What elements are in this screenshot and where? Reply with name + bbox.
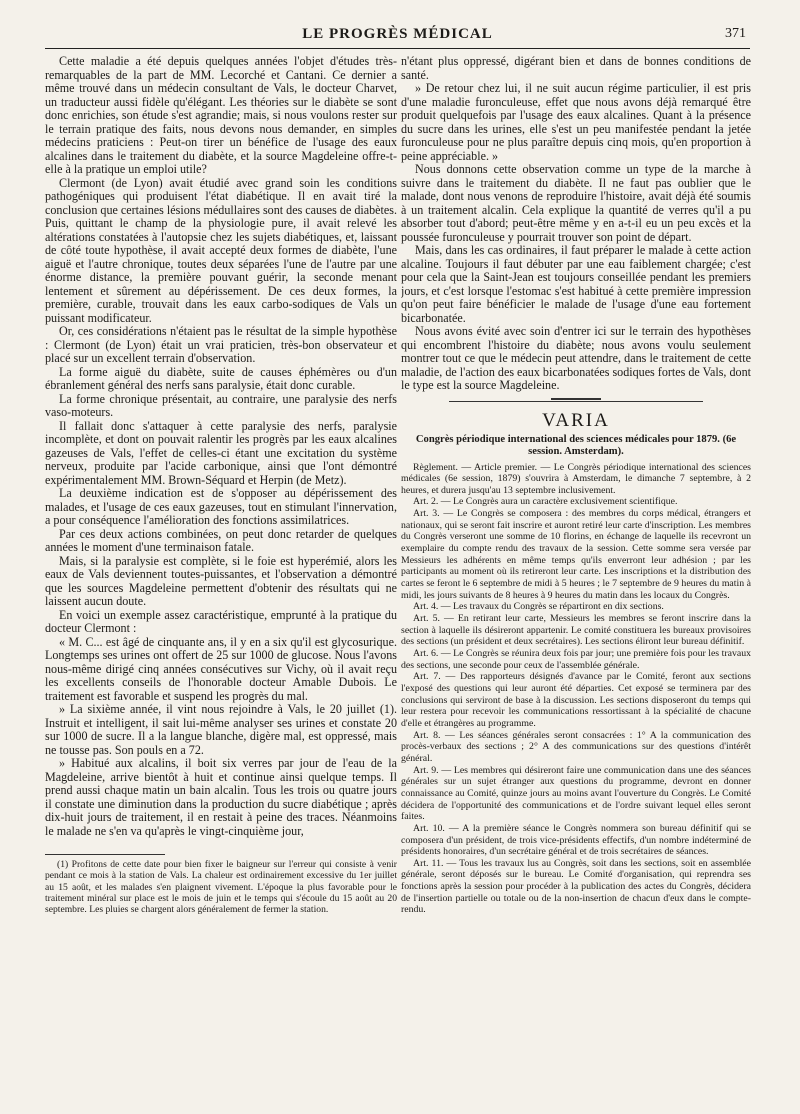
regulation-article: Art. 5. — En retirant leur carte, Messieurs les membres se feront inscrire dans la section à laquelle ils désireront appartenir. Le comité constituera les bureaux provisoires des sections (un président et deux secrétaires). Les sections éliront leur bureau définitif. xyxy=(401,613,751,648)
footnote-rule xyxy=(45,854,165,855)
paragraph: Nous avons évité avec soin d'entrer ici sur le terrain des hypothèses qui encombrent l'histoire du diabète; nous avons voulu seulement montrer tout ce que le médecin peut attendre, dans le traitement de cette maladie, de l'action des eaux bicarbonatées sodiques fortes de Vals, dont le type est la source Magdeleine. xyxy=(401,324,751,392)
left-column xyxy=(45,55,397,1095)
regulation-list xyxy=(401,462,751,917)
paragraph: « M. C... est âgé de cinquante ans, il y en a six qu'il est glycosurique. Longtemps ses urines ont offert de 25 sur 1000 de glucose. Nous l'avons nous-même dirigé cinq années consécutives sur Vichy, où il avait reçu les excellents conseils de l'honorable docteur Amable Dubois. Le traitement est favorable et suspend les progrès du mal. xyxy=(45,634,397,703)
regulation-article: Règlement. — Article premier. — Le Congrès périodique international des sciences médicales (6e session, 1879) s'ouvrira à Amsterdam, le dimanche 7 septembre, à 2 heures, et durera jusqu'au 13 septembre inclusivement. xyxy=(401,461,751,496)
paragraph: Mais, si la paralysie est complète, si le foie est hyperémié, alors les eaux de Vals deviennent toutes-puissantes, et l'observation a démontré que les sources Magdeleine permettent d'obtenir des résultats qui ne laissent aucun doute. xyxy=(45,553,397,608)
regulation-article: Art. 10. — A la première séance le Congrès nommera son bureau définitif qui se composera d'un président, de trois vice-présidents effectifs, d'un nombre indéterminé de présidents honoraires, d'un secrétaire général et de trois secrétaires de séances. xyxy=(401,822,751,858)
paragraph: Nous donnons cette observation comme un type de la marche à suivre dans le traitement du diabète. Il ne faut pas oublier que le malade, dont nous venons de reproduire l'histoire, avait déjà été soumis à un traitement alcalin. Cela explique la quantité de verres qu'il a pu absorber tout d'abord; peut-être même y en a-t-il eu un peu excès et la poussée furonculeuse y pourrait trouver son point de départ. xyxy=(401,162,751,244)
regulation-article: Art. 11. — Tous les travaux lus au Congrès, soit dans les sections, soit en assemblée générale, seront déposés sur le bureau. Le Comité d'organisation, qui reprendra ses fonctions après la session pour procéder à la publication des actes du Congrès, décidera de l'insertion partielle ou totale ou de la non-insertion de chacun d'eux dans le compte-rendu. xyxy=(401,857,751,916)
footnote-text: (1) Profitons de cette date pour bien fixer le baigneur sur l'erreur qui consiste à venir pendant ce mois à la station de Vals. La chaleur est ordinairement excessive du 1er juillet au 15 août, et les malades s'en plaignent vivement. L'époque la plus favorable pour le traitement minéral sur place est le mois de juin et le temps qui s'écoule du 15 août au 20 septembre. Les pluies se chargent alors généralement de fermer la station. xyxy=(45,859,397,916)
paragraph: En voici un exemple assez caractéristique, emprunté à la pratique du docteur Clermont : xyxy=(45,607,397,635)
paragraph: Il fallait donc s'attaquer à cette paralysie des nerfs, paralysie incomplète, et dont on pouvait ralentir les progrès par les eaux alcalines gazeuses de Vals, l'effet de celles-ci étant une excitation du système nerveux, produite par l'acide carbonique, ainsi que l'ont démontré expérimentalement MM. Brown-Séquard et Herpin (de Metz). xyxy=(45,418,397,487)
paragraph: » De retour chez lui, il ne suit aucun régime particulier, il est pris d'une maladie furonculeuse, effet que nous avons déjà remarqué être produit quelquefois par l'usage des eaux alcalines. Quant à la présence du sucre dans les urines, elle s'est un peu manifestée pendant la jetée furonculeuse pour ne plus paraître depuis cinq mois, qu'en proportion à peine appréciable. » xyxy=(401,81,751,163)
section-subtitle: Congrès périodique international des sciences médicales pour 1879. (6e session. Amsterdam). xyxy=(415,433,737,457)
running-header xyxy=(45,24,750,49)
paragraph: Par ces deux actions combinées, on peut donc retarder de quelques années le moment d'une terminaison fatale. xyxy=(45,526,397,554)
regulation-article: Art. 7. — Des rapporteurs désignés d'avance par le Comité, feront aux sections l'exposé des questions qui leur auront été départies. Cet exposé se terminera par des conclusions qui serviront de base à la discussion. Les sections disposeront du temps qui leur restera pour recevoir les communications ressortissant à la spécialité de chacune d'elle et étrangères au programme. xyxy=(401,671,751,729)
paragraph: Cette maladie a été depuis quelques années l'objet d'études très-remarquables de la part de MM. Lecorché et Cantani. Ce dernier a même trouvé dans un médecin consultant de Vals, le docteur Charvet, un traducteur aussi fidèle qu'élégant. Les théories sur le diabète se sont donc enrichies, son étude s'est agrandie; mais, si nous voulons rester sur le terrain pratique des faits, nous devons nous demander, en simples médecins praticiens : Peut-on tirer un bénéfice de l'usage des eaux alcalines dans le traitement du diabète, et la source Magdeleine offre-t-elle à la pratique un emploi utile? xyxy=(45,55,397,176)
regulation-article: Art. 9. — Les membres qui désireront faire une communication dans une des séances générales sur un sujet étranger aux questions du programme, devront en donner connaissance au Comité, quinze jours au moins avant l'ouverture du Congrès. Le Comité décidera de l'opportunité des communications et de l'ordre suivant lequel elles seront faites. xyxy=(401,764,751,823)
paragraph: » La sixième année, il vint nous rejoindre à Vals, le 20 juillet (1). Instruit et intelligent, il sait lui-même analyser ses urines et constate 20 sur 1000 de sucre. Il a la langue blanche, digère mal, est oppressé, mais ne tousse pas. Son pouls en a 72. xyxy=(45,702,397,757)
right-column xyxy=(401,55,751,1095)
paragraph: n'étant plus oppressé, digérant bien et dans de bonnes conditions de santé. xyxy=(401,55,751,82)
journal-title: LE PROGRÈS MÉDICAL xyxy=(302,26,493,42)
paragraph: La forme aiguë du diabète, suite de causes éphémères ou d'un ébranlement général des nerfs sans paralysie, était donc curable. xyxy=(45,364,397,392)
page-number: 371 xyxy=(725,26,746,41)
regulation-article: Art. 2. — Le Congrès aura un caractère exclusivement scientifique. xyxy=(413,496,678,508)
paragraph: Or, ces considérations n'étaient pas le résultat de la simple hypothèse : Clermont (de Lyon) était un vrai praticien, très-bon observateur et placé sur un excellent terrain d'observation. xyxy=(45,324,397,365)
section-divider xyxy=(449,401,703,406)
footnote xyxy=(45,859,397,915)
left-article-body xyxy=(45,55,397,838)
regulation-article: Art. 3. — Le Congrès se composera : des membres du corps médical, étrangers et nationaux, qui se seront fait inscrire et auront retiré leur carte d'inscription. Les membres du Congrès verseront une somme de 10 florins, en échange de laquelle ils recevront un exemplaire du compte rendu des travaux de la session. Cette somme sera versée par Messieurs les adhérents en même temps qu'ils enverront leur adhésion ; par les participants au moment où ils retireront leur carte. Les inscriptions et la distribution des cartes se feront le 6 septembre de midi à 5 heures ; le 7 septembre de 9 heures du matin à midi, les jours suivants de 8 heures à 9 heures du matin dans les locaux du Congrès. xyxy=(401,508,751,601)
regulation-article: Art. 6. — Le Congrès se réunira deux fois par jour; une première fois pour les travaux des sections, une seconde pour ceux de l'assemblée générale. xyxy=(401,648,751,671)
paragraph: » Habitué aux alcalins, il boit six verres par jour de l'eau de la Magdeleine, arrive bientôt à huit et continue ainsi quelque temps. Il prend aussi chaque matin un bain alcalin. Tous les trois ou quatre jours il constate une diminution dans la production du sucre diabétique ; après dix-huit jours de traitement, il en restait à peine des traces. Néanmoins le malade ne s'en va qu'après le vingt-cinquième jour, xyxy=(45,756,397,838)
regulation-article: Art. 4. — Les travaux du Congrès se répartiront en dix sections. xyxy=(413,601,664,613)
regulation-article: Art. 8. — Les séances générales seront consacrées : 1° A la communication des procès-verbaux des sections ; 2° A des communications sur des questions d'intérêt général. xyxy=(401,729,751,764)
paragraph: Mais, dans les cas ordinaires, il faut préparer le malade à cette action alcaline. Toujours il faut débuter par une eau faiblement chargée; c'est pour cela que la Saint-Jean est toujours conseillée pendant les premiers jours, et c'est lorsque l'estomac s'est habitué à cette première impression qu'on peut faire bénéficier le malade de l'usage d'une eau fortement bicarbonatée. xyxy=(401,243,751,325)
paragraph: Clermont (de Lyon) avait étudié avec grand soin les conditions pathogéniques qui produisent l'état diabétique. Il en avait tiré la conclusion que certaines lésions médullaires sont des causes de diabètes. Puis, quittant le champ de la physiologie pure, il avait relevé les altérations constatées à l'autopsie chez les sujets diabétiques, et, laissant de côté toute hypothèse, il avait accepté deux formes de diabète, l'une aiguë et l'autre chronique, toutes deux séparées l'une de l'autre par une énorme distance, la première pouvant guérir, la seconde menant lentement et sûrement au dépérissement. De ces deux formes, la première, curable, trouvait dans les eaux carbo-sodiques de Vals un puissant modificateur. xyxy=(45,175,397,325)
right-article-body xyxy=(401,55,751,393)
paragraph: La deuxième indication est de s'opposer au dépérissement des malades, et l'usage de ces eaux gazeuses, tout en stimulant l'innervation, a pour conséquence l'amélioration des fonctions assimilatrices. xyxy=(45,486,397,527)
section-title: VARIA xyxy=(542,409,610,431)
paragraph: La forme chronique présentait, au contraire, une paralysie des nerfs vaso-moteurs. xyxy=(45,391,397,419)
